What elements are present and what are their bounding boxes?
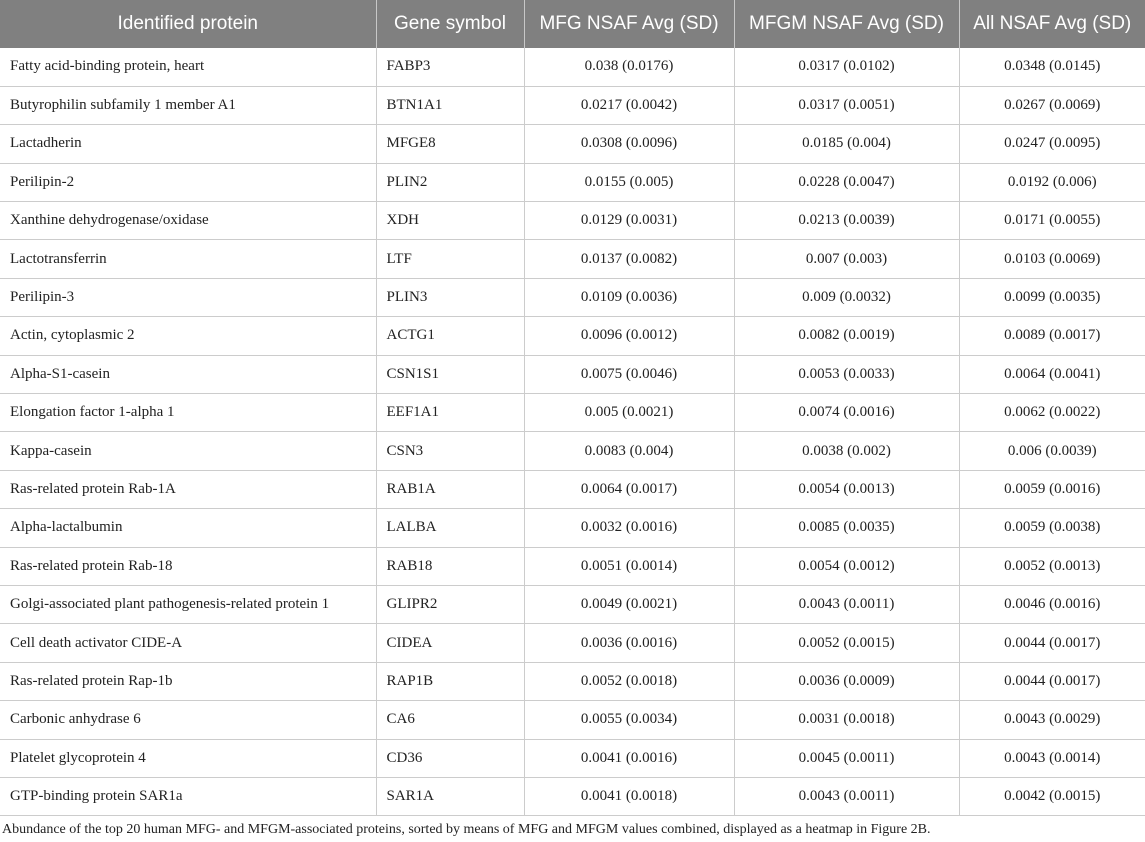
cell-mfg-nsaf: 0.0049 (0.0021) — [524, 585, 734, 623]
cell-mfgm-nsaf: 0.0085 (0.0035) — [734, 509, 959, 547]
cell-mfg-nsaf: 0.0055 (0.0034) — [524, 701, 734, 739]
cell-gene-symbol: MFGE8 — [376, 125, 524, 163]
table-row — [0, 125, 1145, 163]
cell-mfg-nsaf: 0.005 (0.0021) — [524, 394, 734, 432]
cell-all-nsaf: 0.0089 (0.0017) — [959, 317, 1145, 355]
cell-mfgm-nsaf: 0.0043 (0.0011) — [734, 777, 959, 815]
cell-mfg-nsaf: 0.0064 (0.0017) — [524, 470, 734, 508]
table-row — [0, 432, 1145, 470]
table-row — [0, 624, 1145, 662]
column-header-all-nsaf: All NSAF Avg (SD) — [959, 0, 1145, 48]
cell-all-nsaf: 0.0044 (0.0017) — [959, 662, 1145, 700]
cell-identified-protein: Perilipin-2 — [0, 163, 376, 201]
cell-identified-protein: Ras-related protein Rab-18 — [0, 547, 376, 585]
cell-mfgm-nsaf: 0.0038 (0.002) — [734, 432, 959, 470]
cell-mfg-nsaf: 0.0051 (0.0014) — [524, 547, 734, 585]
cell-mfgm-nsaf: 0.009 (0.0032) — [734, 278, 959, 316]
table-row — [0, 470, 1145, 508]
cell-all-nsaf: 0.0052 (0.0013) — [959, 547, 1145, 585]
cell-identified-protein: Ras-related protein Rab-1A — [0, 470, 376, 508]
cell-mfg-nsaf: 0.0083 (0.004) — [524, 432, 734, 470]
cell-gene-symbol: GLIPR2 — [376, 585, 524, 623]
cell-mfgm-nsaf: 0.0054 (0.0013) — [734, 470, 959, 508]
cell-identified-protein: Xanthine dehydrogenase/oxidase — [0, 202, 376, 240]
cell-all-nsaf: 0.0043 (0.0014) — [959, 739, 1145, 777]
cell-mfg-nsaf: 0.0155 (0.005) — [524, 163, 734, 201]
table-row — [0, 585, 1145, 623]
cell-mfg-nsaf: 0.0096 (0.0012) — [524, 317, 734, 355]
table-row — [0, 739, 1145, 777]
cell-gene-symbol: RAB1A — [376, 470, 524, 508]
cell-mfgm-nsaf: 0.0082 (0.0019) — [734, 317, 959, 355]
table-caption: Abundance of the top 20 human MFG- and MFGM-associated proteins, sorted by means of MFG and MFGM values combined, displayed as a heatmap in Figure 2B. — [2, 822, 931, 838]
table-row — [0, 509, 1145, 547]
cell-gene-symbol: CIDEA — [376, 624, 524, 662]
cell-mfg-nsaf: 0.0308 (0.0096) — [524, 125, 734, 163]
cell-all-nsaf: 0.0171 (0.0055) — [959, 202, 1145, 240]
cell-mfgm-nsaf: 0.0054 (0.0012) — [734, 547, 959, 585]
header-row — [0, 0, 1145, 48]
cell-mfg-nsaf: 0.038 (0.0176) — [524, 48, 734, 86]
cell-identified-protein: Golgi-associated plant pathogenesis-related protein 1 — [0, 585, 376, 623]
cell-mfgm-nsaf: 0.0052 (0.0015) — [734, 624, 959, 662]
cell-gene-symbol: LALBA — [376, 509, 524, 547]
table-row — [0, 547, 1145, 585]
cell-all-nsaf: 0.0267 (0.0069) — [959, 86, 1145, 124]
cell-all-nsaf: 0.0103 (0.0069) — [959, 240, 1145, 278]
cell-identified-protein: Butyrophilin subfamily 1 member A1 — [0, 86, 376, 124]
cell-all-nsaf: 0.0046 (0.0016) — [959, 585, 1145, 623]
cell-identified-protein: Ras-related protein Rap-1b — [0, 662, 376, 700]
cell-all-nsaf: 0.0099 (0.0035) — [959, 278, 1145, 316]
cell-identified-protein: Elongation factor 1-alpha 1 — [0, 394, 376, 432]
cell-mfgm-nsaf: 0.007 (0.003) — [734, 240, 959, 278]
cell-gene-symbol: PLIN2 — [376, 163, 524, 201]
cell-all-nsaf: 0.0059 (0.0038) — [959, 509, 1145, 547]
cell-mfg-nsaf: 0.0041 (0.0016) — [524, 739, 734, 777]
table-row — [0, 662, 1145, 700]
cell-all-nsaf: 0.0042 (0.0015) — [959, 777, 1145, 815]
table-row — [0, 202, 1145, 240]
column-header-identified-protein: Identified protein — [0, 0, 376, 48]
cell-mfgm-nsaf: 0.0228 (0.0047) — [734, 163, 959, 201]
cell-gene-symbol: CD36 — [376, 739, 524, 777]
cell-gene-symbol: SAR1A — [376, 777, 524, 815]
cell-identified-protein: Platelet glycoprotein 4 — [0, 739, 376, 777]
cell-mfgm-nsaf: 0.0074 (0.0016) — [734, 394, 959, 432]
cell-mfg-nsaf: 0.0109 (0.0036) — [524, 278, 734, 316]
cell-mfgm-nsaf: 0.0043 (0.0011) — [734, 585, 959, 623]
cell-gene-symbol: BTN1A1 — [376, 86, 524, 124]
cell-all-nsaf: 0.0348 (0.0145) — [959, 48, 1145, 86]
cell-gene-symbol: CSN3 — [376, 432, 524, 470]
cell-all-nsaf: 0.0043 (0.0029) — [959, 701, 1145, 739]
cell-identified-protein: Perilipin-3 — [0, 278, 376, 316]
cell-identified-protein: Fatty acid-binding protein, heart — [0, 48, 376, 86]
cell-gene-symbol: CSN1S1 — [376, 355, 524, 393]
table-row — [0, 86, 1145, 124]
cell-identified-protein: GTP-binding protein SAR1a — [0, 777, 376, 815]
cell-mfg-nsaf: 0.0137 (0.0082) — [524, 240, 734, 278]
cell-all-nsaf: 0.0062 (0.0022) — [959, 394, 1145, 432]
cell-mfgm-nsaf: 0.0317 (0.0102) — [734, 48, 959, 86]
cell-gene-symbol: LTF — [376, 240, 524, 278]
table-row — [0, 777, 1145, 815]
cell-mfgm-nsaf: 0.0317 (0.0051) — [734, 86, 959, 124]
cell-mfgm-nsaf: 0.0031 (0.0018) — [734, 701, 959, 739]
cell-gene-symbol: ACTG1 — [376, 317, 524, 355]
cell-identified-protein: Kappa-casein — [0, 432, 376, 470]
cell-mfg-nsaf: 0.0036 (0.0016) — [524, 624, 734, 662]
table-body — [0, 48, 1145, 816]
cell-identified-protein: Carbonic anhydrase 6 — [0, 701, 376, 739]
cell-mfg-nsaf: 0.0032 (0.0016) — [524, 509, 734, 547]
cell-mfg-nsaf: 0.0075 (0.0046) — [524, 355, 734, 393]
cell-gene-symbol: XDH — [376, 202, 524, 240]
column-header-gene-symbol: Gene symbol — [376, 0, 524, 48]
cell-mfgm-nsaf: 0.0045 (0.0011) — [734, 739, 959, 777]
cell-identified-protein: Alpha-S1-casein — [0, 355, 376, 393]
cell-all-nsaf: 0.0192 (0.006) — [959, 163, 1145, 201]
cell-mfg-nsaf: 0.0052 (0.0018) — [524, 662, 734, 700]
table-row — [0, 317, 1145, 355]
cell-gene-symbol: RAP1B — [376, 662, 524, 700]
cell-all-nsaf: 0.0064 (0.0041) — [959, 355, 1145, 393]
table-header — [0, 0, 1145, 48]
cell-identified-protein: Lactadherin — [0, 125, 376, 163]
cell-mfgm-nsaf: 0.0185 (0.004) — [734, 125, 959, 163]
column-header-mfg-nsaf: MFG NSAF Avg (SD) — [524, 0, 734, 48]
table-row — [0, 48, 1145, 86]
cell-identified-protein: Cell death activator CIDE-A — [0, 624, 376, 662]
cell-gene-symbol: RAB18 — [376, 547, 524, 585]
cell-gene-symbol: EEF1A1 — [376, 394, 524, 432]
cell-all-nsaf: 0.0059 (0.0016) — [959, 470, 1145, 508]
table-row — [0, 701, 1145, 739]
cell-all-nsaf: 0.0044 (0.0017) — [959, 624, 1145, 662]
table-row — [0, 278, 1145, 316]
cell-mfgm-nsaf: 0.0053 (0.0033) — [734, 355, 959, 393]
table-row — [0, 163, 1145, 201]
column-header-mfgm-nsaf: MFGM NSAF Avg (SD) — [734, 0, 959, 48]
cell-mfg-nsaf: 0.0129 (0.0031) — [524, 202, 734, 240]
cell-all-nsaf: 0.0247 (0.0095) — [959, 125, 1145, 163]
cell-gene-symbol: FABP3 — [376, 48, 524, 86]
cell-mfg-nsaf: 0.0217 (0.0042) — [524, 86, 734, 124]
cell-identified-protein: Actin, cytoplasmic 2 — [0, 317, 376, 355]
cell-mfgm-nsaf: 0.0036 (0.0009) — [734, 662, 959, 700]
table-row — [0, 240, 1145, 278]
table-row — [0, 394, 1145, 432]
cell-gene-symbol: PLIN3 — [376, 278, 524, 316]
cell-all-nsaf: 0.006 (0.0039) — [959, 432, 1145, 470]
cell-gene-symbol: CA6 — [376, 701, 524, 739]
cell-mfgm-nsaf: 0.0213 (0.0039) — [734, 202, 959, 240]
table-row — [0, 355, 1145, 393]
cell-identified-protein: Alpha-lactalbumin — [0, 509, 376, 547]
cell-mfg-nsaf: 0.0041 (0.0018) — [524, 777, 734, 815]
cell-identified-protein: Lactotransferrin — [0, 240, 376, 278]
